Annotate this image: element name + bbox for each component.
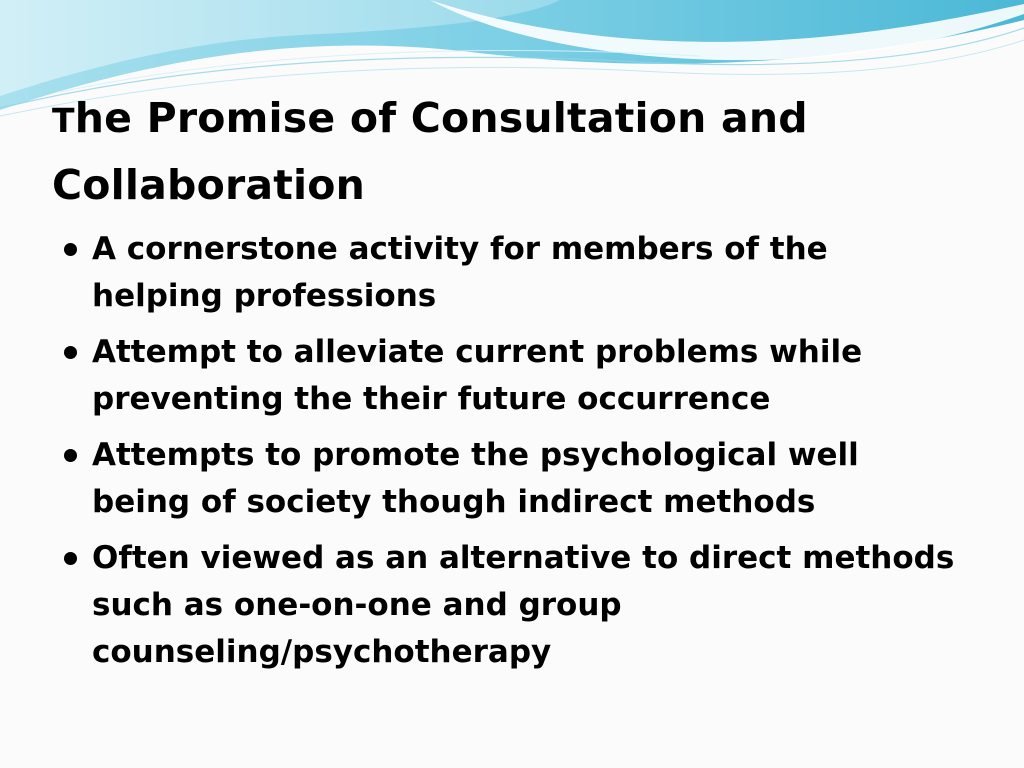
bullet-dot-icon	[64, 346, 77, 359]
slide-title	[52, 86, 982, 217]
bullet-text: A cornerstone activity for members of the helping professions	[92, 231, 828, 314]
bullet-text: Attempt to alleviate current problems while preventing the their future occurrence	[92, 334, 863, 417]
bullet-dot-icon	[64, 243, 77, 256]
slide-title-first-letter: T	[52, 101, 75, 140]
bullet-text: Often viewed as an alternative to direct methods such as one-on-one and group counseling/psychotherapy	[92, 540, 955, 670]
bullet-dot-icon	[64, 552, 77, 565]
bullet-text: Attempts to promote the psychological well being of society though indirect methods	[92, 437, 859, 520]
bullet-item	[62, 329, 962, 423]
slide-title-rest: he Promise of Consultation and Collaboration	[52, 94, 808, 209]
bullet-list	[62, 226, 962, 685]
bullet-item	[62, 226, 962, 320]
bullet-dot-icon	[64, 449, 77, 462]
bullet-item	[62, 432, 962, 526]
bullet-item	[62, 535, 962, 676]
